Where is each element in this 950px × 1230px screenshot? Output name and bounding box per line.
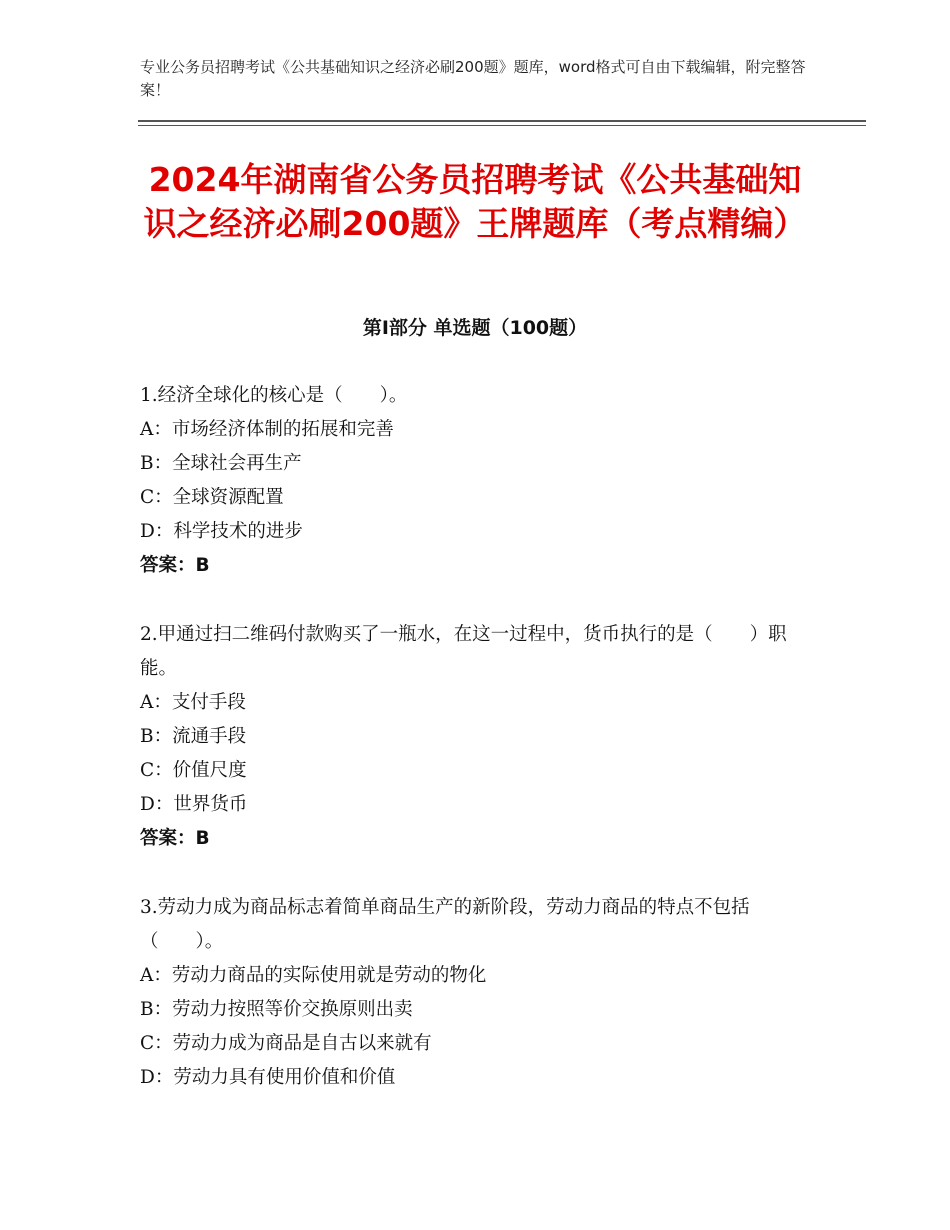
header-divider [138,120,866,122]
question-2 [140,618,810,856]
section-title: 第Ⅰ部分 单选题（100题） [362,317,588,339]
question-stem: 3.劳动力成为商品标志着简单商品生产的新阶段，劳动力商品的特点不包括（ ）。 [140,897,750,952]
option-b: B：流通手段 [140,726,247,747]
option-c: C：价值尺度 [140,760,247,781]
option-d: D：劳动力具有使用价值和价值 [140,1067,396,1088]
header-note: 专业公务员招聘考试《公共基础知识之经济必刷200题》题库，word格式可自由下载编辑，附完整答案！ [140,58,806,99]
question-stem: 1.经济全球化的核心是（ ）。 [140,385,408,406]
option-b: B：劳动力按照等价交换原则出卖 [140,999,413,1020]
option-a: A：支付手段 [140,692,246,713]
option-c: C：劳动力成为商品是自古以来就有 [140,1033,432,1054]
header-divider-thin [138,125,866,126]
option-d: D：世界货币 [140,794,248,815]
question-3 [140,891,810,1095]
question-stem: 2.甲通过扫二维码付款购买了一瓶水，在这一过程中，货币执行的是（ ）职能。 [140,624,787,679]
question-1 [140,379,810,583]
answer: 答案：B [140,828,210,849]
option-a: A：劳动力商品的实际使用就是劳动的物化 [140,965,487,986]
document-title: 2024年湖南省公务员招聘考试《公共基础知识之经济必刷200题》王牌题库（考点精编） [143,160,807,243]
option-a: A：市场经济体制的拓展和完善 [140,419,394,440]
option-c: C：全球资源配置 [140,487,284,508]
answer: 答案：B [140,555,210,576]
option-d: D：科学技术的进步 [140,521,303,542]
option-b: B：全球社会再生产 [140,453,302,474]
